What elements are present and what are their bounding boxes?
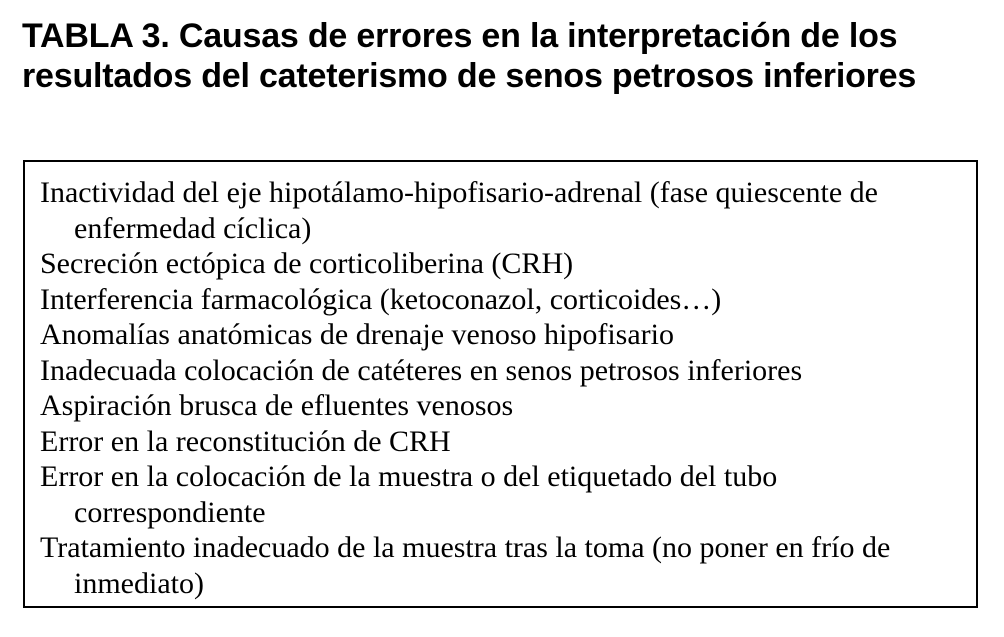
table-box (23, 160, 978, 608)
cause-item-6: Aspiración brusca de efluentes venosos (40, 389, 514, 422)
cause-item-9: Tratamiento inadecuado de la muestra tras la toma (no poner en frío de inmediato) (40, 531, 891, 600)
table-title: TABLA 3. Causas de errores en la interpretación de los resultados del cateterismo de senos petrosos inferiores (22, 17, 917, 95)
cause-item-1: Inactividad del eje hipotálamo-hipofisario-adrenal (fase quiescente de enfermedad cíclica) (40, 176, 878, 245)
cause-item-5: Inadecuada colocación de catéteres en senos petrosos inferiores (40, 353, 803, 387)
cause-item-2: Secreción ectópica de corticoliberina (CRH) (40, 247, 574, 280)
cause-list (40, 175, 976, 601)
cause-item-4: Anomalías anatómicas de drenaje venoso hipofisario (40, 318, 674, 351)
cause-item-8: Error en la colocación de la muestra o del etiquetado del tubo correspondiente (40, 460, 778, 529)
cause-item-3: Interferencia farmacológica (ketoconazol, corticoides…) (40, 282, 722, 316)
cause-item-7: Error en la reconstitución de CRH (40, 424, 451, 458)
